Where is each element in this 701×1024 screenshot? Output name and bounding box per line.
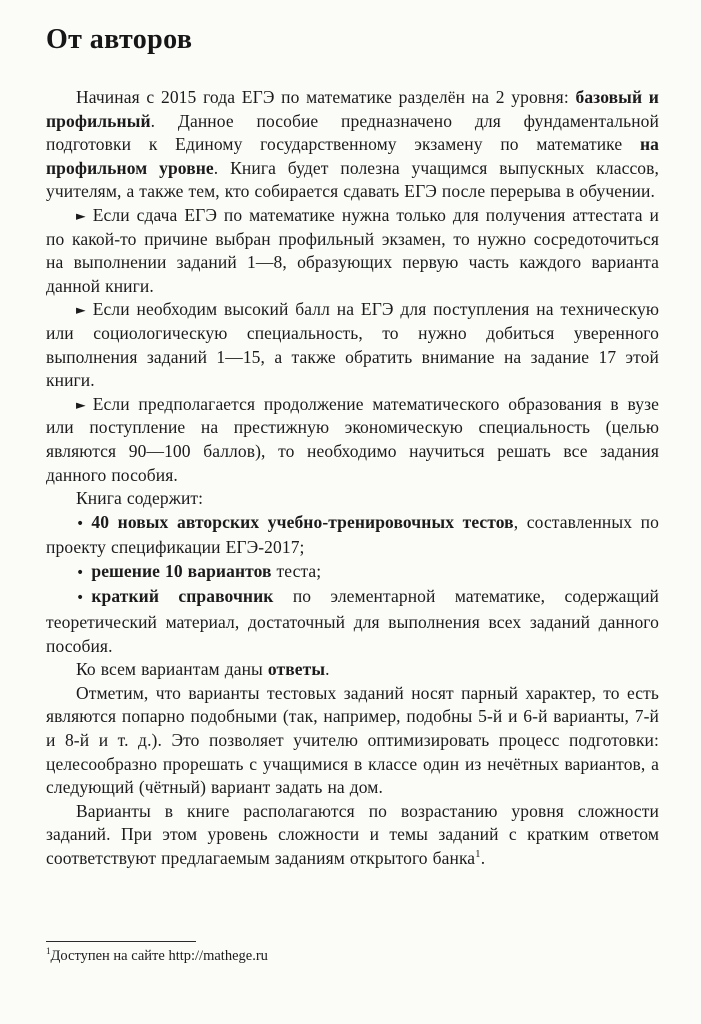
text-segment: по элементарной математике, содержащий теоретический материал, достаточный для выполнения всех заданий данного пособия. (46, 586, 659, 656)
text-segment: . (480, 848, 486, 868)
text-segment: Варианты в книге располагаются по возрастанию уровня сложности заданий. При этом уровень сложности и темы заданий с кратким ответом соответствуют предлагаемым заданиям открытого банка (46, 800, 659, 868)
footnote-text: Доступен на сайте http://mathege.ru (50, 948, 268, 964)
text-segment-bold: ответы (267, 659, 326, 680)
text-segment: Книга содержит: (76, 488, 204, 509)
bullet-icon: • (76, 515, 85, 532)
text-segment: теста; (271, 560, 322, 581)
pointer-icon: ► (76, 207, 86, 223)
paragraph-pointer-1 (46, 204, 659, 298)
text-segment: , составленных по проекту спецификации ЕГЭ-2017; (46, 511, 660, 558)
bullet-item-2 (46, 560, 659, 586)
footnote (46, 947, 659, 966)
bullet-icon: • (76, 590, 85, 607)
text-segment: Если сдача ЕГЭ по математике нужна только для получения аттестата и по какой-то причине выбран профильный экзамен, то нужно сосредоточиться на выполнении заданий 1—8, образующих первую часть каждого варианта данной книги. (46, 204, 659, 296)
text-segment-bold: 40 новых авторских учебно-тренировочных тестов (91, 511, 514, 532)
text-segment-bold: базовый и профильный (46, 87, 659, 131)
paragraph-difficulty-order (46, 800, 659, 871)
text-segment: Начиная с 2015 года ЕГЭ по математике разделён на 2 уровня: (76, 87, 576, 107)
text-segment: . (325, 659, 330, 680)
paragraph-pointer-2 (46, 298, 659, 392)
paragraph-contains-heading (46, 487, 659, 511)
text-segment: . Данное пособие предназначено для фундаментальной подготовки к Единому государственному экзамену по математике (46, 110, 659, 155)
paragraph-intro (46, 86, 659, 204)
paragraph-paired-variants (46, 682, 659, 800)
bullet-item-3 (46, 585, 659, 658)
footnote-marker: 1 (46, 946, 51, 957)
text-segment: Ко всем вариантам даны (76, 659, 268, 680)
text-segment: Если предполагается продолжение математического образования в вузе или поступление на престижную экономическую специальность (целью являются 90—100 баллов), то необходимо научиться решать все задания данного пособия. (46, 393, 659, 485)
bullet-icon: • (76, 564, 85, 581)
paragraph-answers (46, 658, 659, 682)
text-segment: Если необходим высокий балл на ЕГЭ для поступления на техническую или социологическую специальность, то нужно добиться уверенного выполнения заданий 1—15, а также обратить внимание на задание 17 этой книги. (46, 299, 659, 391)
pointer-icon: ► (76, 396, 86, 412)
text-segment-bold: на профильном уровне (46, 134, 659, 178)
footnote-area (46, 927, 659, 966)
text-segment: Отметим, что варианты тестовых заданий носят парный характер, то есть являются попарно подобными (так, например, подобны 5-й и 6-й варианты, 7-й и 8-й и т. д.). Это позволяет учителю оптимизировать процесс подготовки: целесообразно прорешать с учащимися в классе один из нечётных вариантов, а следующий (чётный) вариант задать на дом. (46, 682, 659, 798)
text-segment: . Книга будет полезна учащимся выпускных классов, учителям, а также тем, кто собирается сдавать ЕГЭ после перерыва в обучении. (46, 157, 659, 202)
page-body (46, 86, 659, 871)
bullet-item-1 (46, 511, 659, 560)
footnote-reference: 1 (475, 848, 481, 861)
text-segment-bold: решение 10 вариантов (91, 560, 272, 581)
footnote-divider (46, 941, 196, 942)
pointer-icon: ► (76, 302, 86, 318)
page-title: От авторов (46, 24, 193, 55)
text-segment-bold: краткий справочник (91, 586, 274, 607)
paragraph-pointer-3 (46, 393, 659, 487)
